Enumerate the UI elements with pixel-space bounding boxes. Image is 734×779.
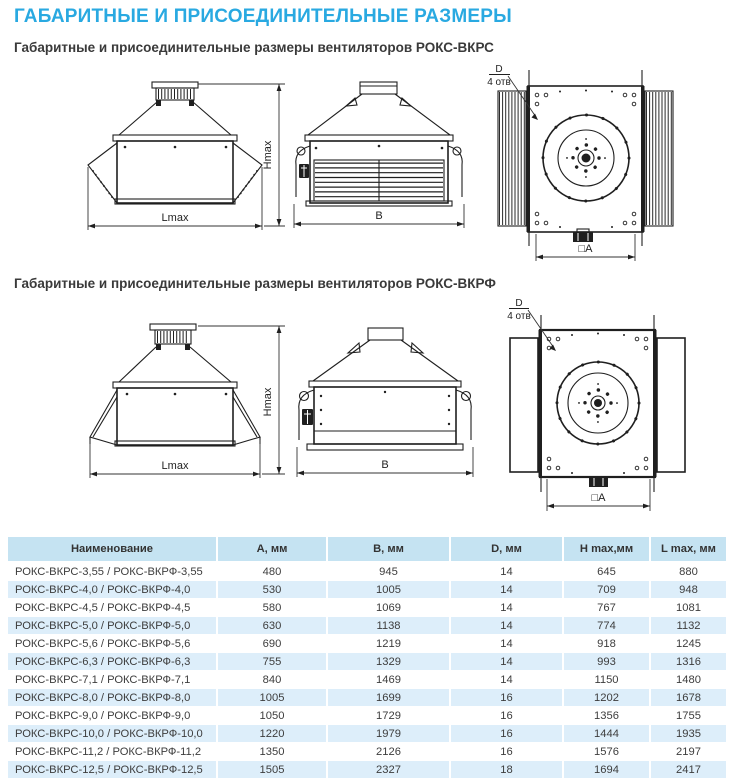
vkrs-top-view-drawing bbox=[487, 64, 673, 261]
dimension-value-cell: 2126 bbox=[327, 743, 450, 761]
dimension-value-cell: 1081 bbox=[650, 599, 726, 617]
model-name-cell: РОКС-ВКРС-10,0 / РОКС-ВКРФ-10,0 bbox=[8, 725, 217, 743]
dimension-value-cell: 1150 bbox=[563, 671, 650, 689]
vkrs-hmax-label: Hmax bbox=[262, 140, 274, 170]
dimension-value-cell: 16 bbox=[450, 689, 563, 707]
vkrf-b-label: B bbox=[381, 459, 389, 471]
dimension-value-cell: 2197 bbox=[650, 743, 726, 761]
dimension-value-cell: 1356 bbox=[563, 707, 650, 725]
dimension-value-cell: 14 bbox=[450, 653, 563, 671]
dimension-value-cell: 774 bbox=[563, 617, 650, 635]
dimension-value-cell: 993 bbox=[563, 653, 650, 671]
dimension-value-cell: 14 bbox=[450, 635, 563, 653]
dimension-value-cell: 1202 bbox=[563, 689, 650, 707]
dimension-value-cell: 645 bbox=[563, 562, 650, 581]
dimension-value-cell: 480 bbox=[217, 562, 327, 581]
column-header-a: A, мм bbox=[217, 537, 327, 562]
dimensions-table bbox=[8, 537, 726, 779]
column-header-name: Наименование bbox=[8, 537, 217, 562]
table-row bbox=[8, 671, 726, 689]
model-name-cell: РОКС-ВКРС-4,0 / РОКС-ВКРФ-4,0 bbox=[8, 581, 217, 599]
vkrf-a-label: □A bbox=[591, 492, 606, 504]
dimension-value-cell: 1329 bbox=[327, 653, 450, 671]
dimension-value-cell: 1316 bbox=[650, 653, 726, 671]
vkrs-drawings bbox=[0, 59, 734, 264]
vkrf-hmax-label: Hmax bbox=[262, 387, 274, 417]
dimension-value-cell: 530 bbox=[217, 581, 327, 599]
dimension-value-cell: 1005 bbox=[327, 581, 450, 599]
vkrf-drawings-row bbox=[0, 295, 734, 523]
dimension-value-cell: 1935 bbox=[650, 725, 726, 743]
dimension-value-cell: 630 bbox=[217, 617, 327, 635]
dimension-value-cell: 16 bbox=[450, 725, 563, 743]
table-row bbox=[8, 581, 726, 599]
vkrs-hole-diameter-label: D bbox=[495, 64, 503, 75]
vkrf-front-view-drawing bbox=[90, 324, 285, 478]
dimension-value-cell: 14 bbox=[450, 671, 563, 689]
dimension-value-cell: 1469 bbox=[327, 671, 450, 689]
dimension-value-cell: 18 bbox=[450, 761, 563, 779]
dimension-value-cell: 580 bbox=[217, 599, 327, 617]
model-name-cell: РОКС-ВКРС-8,0 / РОКС-ВКРФ-8,0 bbox=[8, 689, 217, 707]
dimension-value-cell: 1699 bbox=[327, 689, 450, 707]
dimension-value-cell: 1979 bbox=[327, 725, 450, 743]
dimension-value-cell: 1576 bbox=[563, 743, 650, 761]
dimension-value-cell: 14 bbox=[450, 617, 563, 635]
model-name-cell: РОКС-ВКРС-5,0 / РОКС-ВКРФ-5,0 bbox=[8, 617, 217, 635]
model-name-cell: РОКС-ВКРС-7,1 / РОКС-ВКРФ-7,1 bbox=[8, 671, 217, 689]
table-row bbox=[8, 635, 726, 653]
column-header-b: B, мм bbox=[327, 537, 450, 562]
dimension-value-cell: 1219 bbox=[327, 635, 450, 653]
vkrs-front-view-drawing bbox=[88, 82, 285, 230]
table-row bbox=[8, 562, 726, 581]
vkrs-drawings-row bbox=[0, 59, 734, 264]
model-name-cell: РОКС-ВКРС-4,5 / РОКС-ВКРФ-4,5 bbox=[8, 599, 217, 617]
table-row bbox=[8, 707, 726, 725]
dimension-value-cell: 2417 bbox=[650, 761, 726, 779]
dimension-value-cell: 1694 bbox=[563, 761, 650, 779]
table-row bbox=[8, 689, 726, 707]
dimension-value-cell: 945 bbox=[327, 562, 450, 581]
table-row bbox=[8, 761, 726, 779]
dimension-value-cell: 1480 bbox=[650, 671, 726, 689]
dimension-value-cell: 2327 bbox=[327, 761, 450, 779]
vkrf-hole-diameter-label: D bbox=[515, 298, 523, 309]
dimension-value-cell: 14 bbox=[450, 581, 563, 599]
model-name-cell: РОКС-ВКРС-3,55 / РОКС-ВКРФ-3,55 bbox=[8, 562, 217, 581]
vkrs-section-subtitle: Габаритные и присоединительные размеры вентиляторов РОКС-ВКРС bbox=[14, 40, 494, 55]
table-row bbox=[8, 743, 726, 761]
dimension-value-cell: 16 bbox=[450, 743, 563, 761]
dimension-value-cell: 14 bbox=[450, 599, 563, 617]
vkrf-section-subtitle: Габаритные и присоединительные размеры вентиляторов РОКС-ВКРФ bbox=[14, 276, 496, 291]
vkrs-lmax-label: Lmax bbox=[161, 212, 189, 224]
vkrf-side-view-drawing bbox=[297, 328, 473, 477]
vkrs-a-label: □A bbox=[578, 243, 593, 255]
dimension-value-cell: 840 bbox=[217, 671, 327, 689]
dimension-value-cell: 880 bbox=[650, 562, 726, 581]
table-header-row bbox=[8, 537, 726, 562]
dimension-value-cell: 755 bbox=[217, 653, 327, 671]
dimension-value-cell: 1245 bbox=[650, 635, 726, 653]
vkrf-hole-count-label: 4 отв bbox=[507, 311, 531, 322]
model-name-cell: РОКС-ВКРС-5,6 / РОКС-ВКРФ-5,6 bbox=[8, 635, 217, 653]
dimension-value-cell: 1069 bbox=[327, 599, 450, 617]
dimension-value-cell: 767 bbox=[563, 599, 650, 617]
dimension-value-cell: 1678 bbox=[650, 689, 726, 707]
vkrf-drawings bbox=[0, 295, 734, 523]
vkrf-lmax-label: Lmax bbox=[161, 460, 189, 472]
dimension-value-cell: 1220 bbox=[217, 725, 327, 743]
dimension-value-cell: 1444 bbox=[563, 725, 650, 743]
dimension-value-cell: 1729 bbox=[327, 707, 450, 725]
column-header-hmax: H max,мм bbox=[563, 537, 650, 562]
dimension-value-cell: 16 bbox=[450, 707, 563, 725]
model-name-cell: РОКС-ВКРС-6,3 / РОКС-ВКРФ-6,3 bbox=[8, 653, 217, 671]
vkrs-side-view-drawing bbox=[294, 82, 464, 228]
model-name-cell: РОКС-ВКРС-9,0 / РОКС-ВКРФ-9,0 bbox=[8, 707, 217, 725]
column-header-d: D, мм bbox=[450, 537, 563, 562]
table-row bbox=[8, 599, 726, 617]
dimensions-table-body bbox=[8, 562, 726, 779]
dimension-value-cell: 1005 bbox=[217, 689, 327, 707]
dimension-value-cell: 709 bbox=[563, 581, 650, 599]
dimension-value-cell: 14 bbox=[450, 562, 563, 581]
model-name-cell: РОКС-ВКРС-12,5 / РОКС-ВКРФ-12,5 bbox=[8, 761, 217, 779]
table-row bbox=[8, 617, 726, 635]
dimension-value-cell: 1132 bbox=[650, 617, 726, 635]
dimension-value-cell: 1755 bbox=[650, 707, 726, 725]
dimension-value-cell: 1138 bbox=[327, 617, 450, 635]
vkrs-hole-count-label: 4 отв bbox=[487, 77, 511, 88]
dimension-value-cell: 1050 bbox=[217, 707, 327, 725]
page-title: ГАБАРИТНЫЕ И ПРИСОЕДИНИТЕЛЬНЫЕ РАЗМЕРЫ bbox=[14, 6, 512, 27]
column-header-lmax: L max, мм bbox=[650, 537, 726, 562]
dimension-value-cell: 1350 bbox=[217, 743, 327, 761]
vkrs-b-label: B bbox=[375, 210, 383, 222]
dimension-value-cell: 690 bbox=[217, 635, 327, 653]
model-name-cell: РОКС-ВКРС-11,2 / РОКС-ВКРФ-11,2 bbox=[8, 743, 217, 761]
catalog-page bbox=[0, 6, 734, 776]
dimension-value-cell: 1505 bbox=[217, 761, 327, 779]
table-row bbox=[8, 653, 726, 671]
dimension-value-cell: 948 bbox=[650, 581, 726, 599]
table-row bbox=[8, 725, 726, 743]
vkrf-top-view-drawing bbox=[507, 298, 685, 511]
dimension-value-cell: 918 bbox=[563, 635, 650, 653]
